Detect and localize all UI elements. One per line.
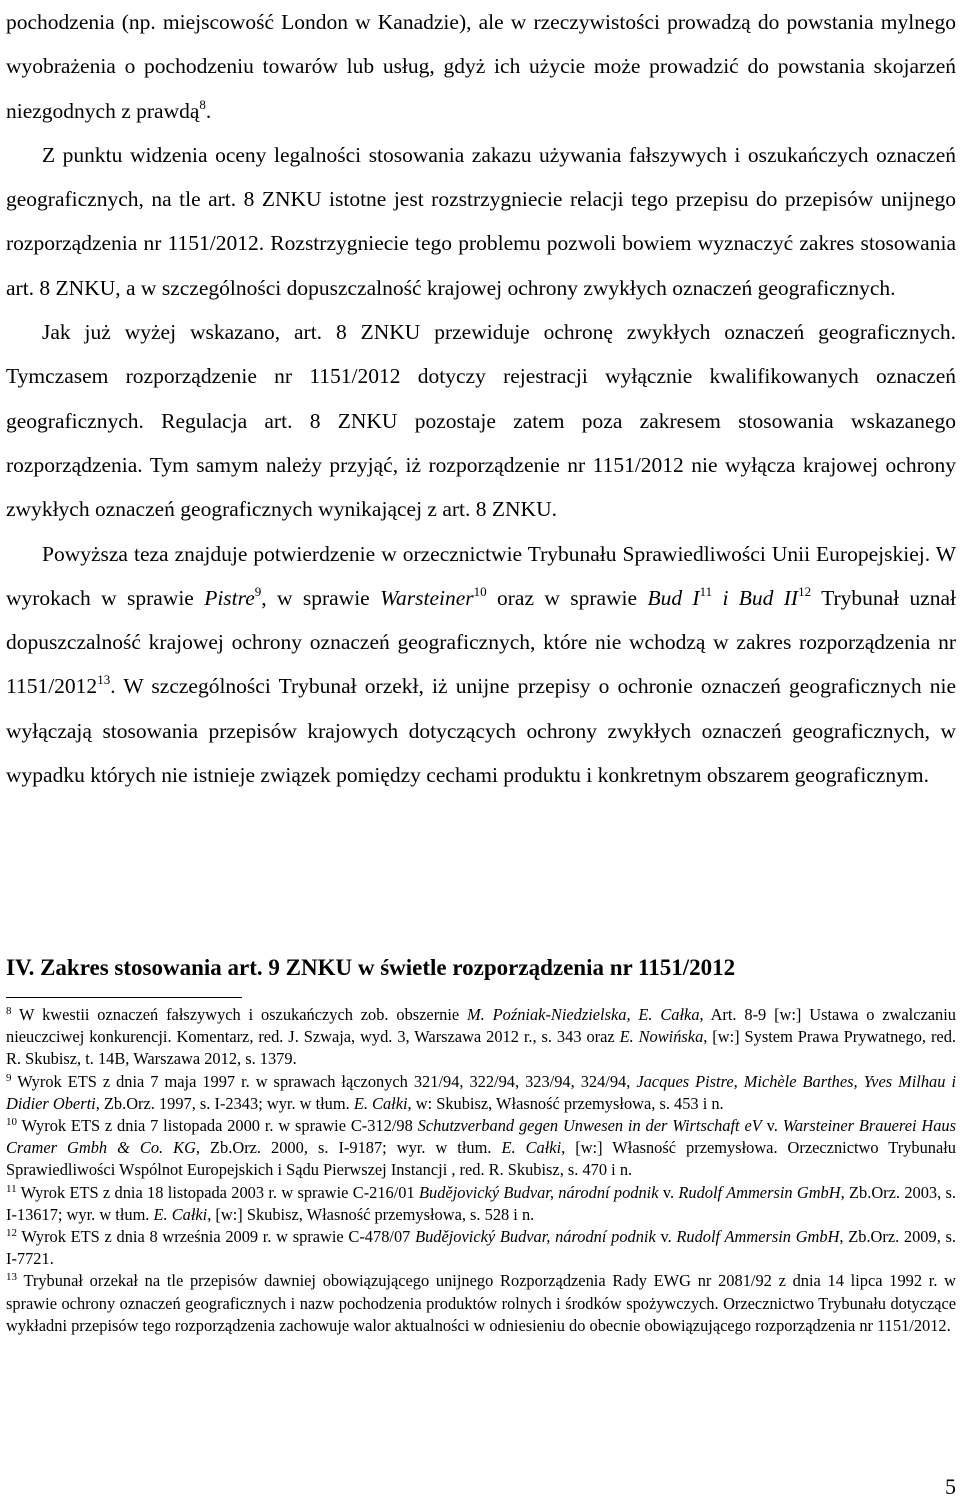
footnote-8: $^8$ W kwestii oznaczeń fałszywych i oszukańczych zob. obszernie M. Poźniak-Niedzielska, E. Całka, Art. 8-9 [w:] Ustawa o zwalczaniu nieuczciwej konkurencji. Komentarz, red. J. Szwaja, wyd. 3, Warszawa 2012 r., s. 343 oraz E. Nowińska, [w:] System Prawa Prywatnego, red. R. Skubisz, t. 14B, Warszawa 2012, s. 1379.: [6, 1005, 956, 1069]
paragraph-4: Powyższa teza znajduje potwierdzenie w orzecznictwie Trybunału Sprawiedliwości Unii Europejskiej. W wyrokach w sprawie Pistre$^9$, w sprawie Warsteiner$^{10}$ oraz w sprawie Bud $I^{11}$ i Bud II$^{12}$ Trybunał uznał dopuszczalność krajowej ochrony oznaczeń geograficznych, które nie wchodzą w zakres rozporządzenia nr 1151/2012$^{13}$. W szczególności Trybunał orzekł, iż unijne przepisy o ochronie oznaczeń geograficznych nie wyłączają stosowania przepisów krajowych dotyczących ochrony zwykłych oznaczeń geograficznych, w wypadku których nie istnieje związek pomiędzy cechami produktu i konkretnym obszarem geograficznym.: [6, 541, 957, 788]
footnote-ref-11[interactable]: 11: [699, 583, 713, 599]
footnotes: [6, 1004, 956, 1337]
case-name-pistre: Pistre: [204, 585, 255, 610]
footnote-ref-12[interactable]: 12: [798, 583, 812, 599]
footnote-ref-8[interactable]: 8: [199, 96, 206, 112]
page-number: 5: [945, 1474, 956, 1499]
footnote-separator: [6, 997, 242, 998]
case-name-warsteiner: Warsteiner: [380, 585, 474, 610]
paragraph-3: Jak już wyżej wskazano, art. 8 ZNKU przewiduje ochronę zwykłych oznaczeń geograficznych. Tymczasem rozporządzenie nr 1151/2012 dotyczy rejestracji wyłącznie kwalifikowanych oznaczeń geograficznych. Regulacja art. 8 ZNKU pozostaje zatem poza zakresem stosowania wskazanego rozporządzenia. Tym samym należy przyjąć, iż rozporządzenie nr 1151/2012 nie wyłącza krajowej ochrony zwykłych oznaczeń geograficznych wynikającej z art. 8 ZNKU.: [6, 320, 956, 522]
footnote-ref-10[interactable]: 10: [473, 583, 487, 599]
document-page: [6, 0, 957, 1499]
footnote-10: $^{10}$ Wyrok ETS z dnia 7 listopada 2000 r. w sprawie C-312/98 Schutzverband gegen Unwesen in der Wirtschaft eV v. Warsteiner Brauerei Haus Cramer Gmbh & Co. KG, Zb.Orz. 2000, s. I-9187; wyr. w tłum. E. Całki, [w:] Własność przemysłowa. Orzecznictwo Trybunału Sprawiedliwości Wspólnot Europejskich i Sądu Pierwszej Instancji , red. R. Skubisz, s. 470 i n.: [6, 1116, 956, 1180]
footnote-ref-9[interactable]: 9: [254, 583, 262, 599]
footnote-12: $^{12}$ Wyrok ETS z dnia 8 września 2009 r. w sprawie C-478/07 Budějovický Budvar, národní podnik v. Rudolf Ammersin GmbH, Zb.Orz. 2009, s. I-7721.: [6, 1227, 956, 1269]
section-heading: IV. Zakres stosowania art. 9 ZNKU w świetle rozporządzenia nr 1151/2012: [6, 955, 736, 980]
footnote-11: $^{11}$ Wyrok ETS z dnia 18 listopada 2003 r. w sprawie C-216/01 Budějovický Budvar, národní podnik v. Rudolf Ammersin GmbH, Zb.Orz. 2003, s. I-13617; wyr. w tłum. E. Całki, [w:] Skubisz, Własność przemysłowa, s. 528 i n.: [6, 1182, 956, 1224]
footnote-9: $^9$ Wyrok ETS z dnia 7 maja 1997 r. w sprawach łączonych 321/94, 322/94, 323/94, 324/94, Jacques Pistre, Michèle Barthes, Yves Milhau i Didier Oberti, Zb.Orz. 1997, s. I-2343; wyr. w tłum. E. Całki, w: Skubisz, Własność przemysłowa, s. 453 i n.: [6, 1071, 956, 1113]
body-text: [6, 0, 956, 797]
case-name-bud-2: Bud II: [738, 585, 799, 610]
footnote-13: $^{13}$ Trybunał orzekał na tle przepisów dawniej obowiązującego unijnego Rozporządzenia Rady EWG nr 2081/92 z dnia 14 lipca 1992 r. w sprawie ochrony oznaczeń geograficznych i nazw pochodzenia produktów rolnych i środków spożywczych. Orzecznictwo Trybunału dotyczące wykładni przepisów tego rozporządzenia zachowuje walor aktualności w odniesieniu do obecnie obowiązującego rozporządzenia nr 1151/2012.: [6, 1271, 956, 1335]
footnote-ref-13[interactable]: 13: [97, 672, 111, 688]
paragraph-1: pochodzenia (np. miejscowość London w Kanadzie), ale w rzeczywistości prowadzą do powstania mylnego wyobrażenia o pochodzeniu towarów lub usług, gdyż ich użycie może prowadzić do powstania skojarzeń niezgodnych z prawdą$^8$.: [6, 10, 956, 123]
case-name-bud-1: Bud I: [647, 585, 700, 610]
paragraph-2: Z punktu widzenia oceny legalności stosowania zakazu używania fałszywych i oszukańczych oznaczeń geograficznych, na tle art. 8 ZNKU istotne jest rozstrzygniecie relacji tego przepisu do przepisów unijnego rozporządzenia nr 1151/2012. Rozstrzygniecie tego problemu pozwoli bowiem wyznaczyć zakres stosowania art. 8 ZNKU, a w szczególności dopuszczalność krajowej ochrony zwykłych oznaczeń geograficznych.: [6, 142, 956, 300]
